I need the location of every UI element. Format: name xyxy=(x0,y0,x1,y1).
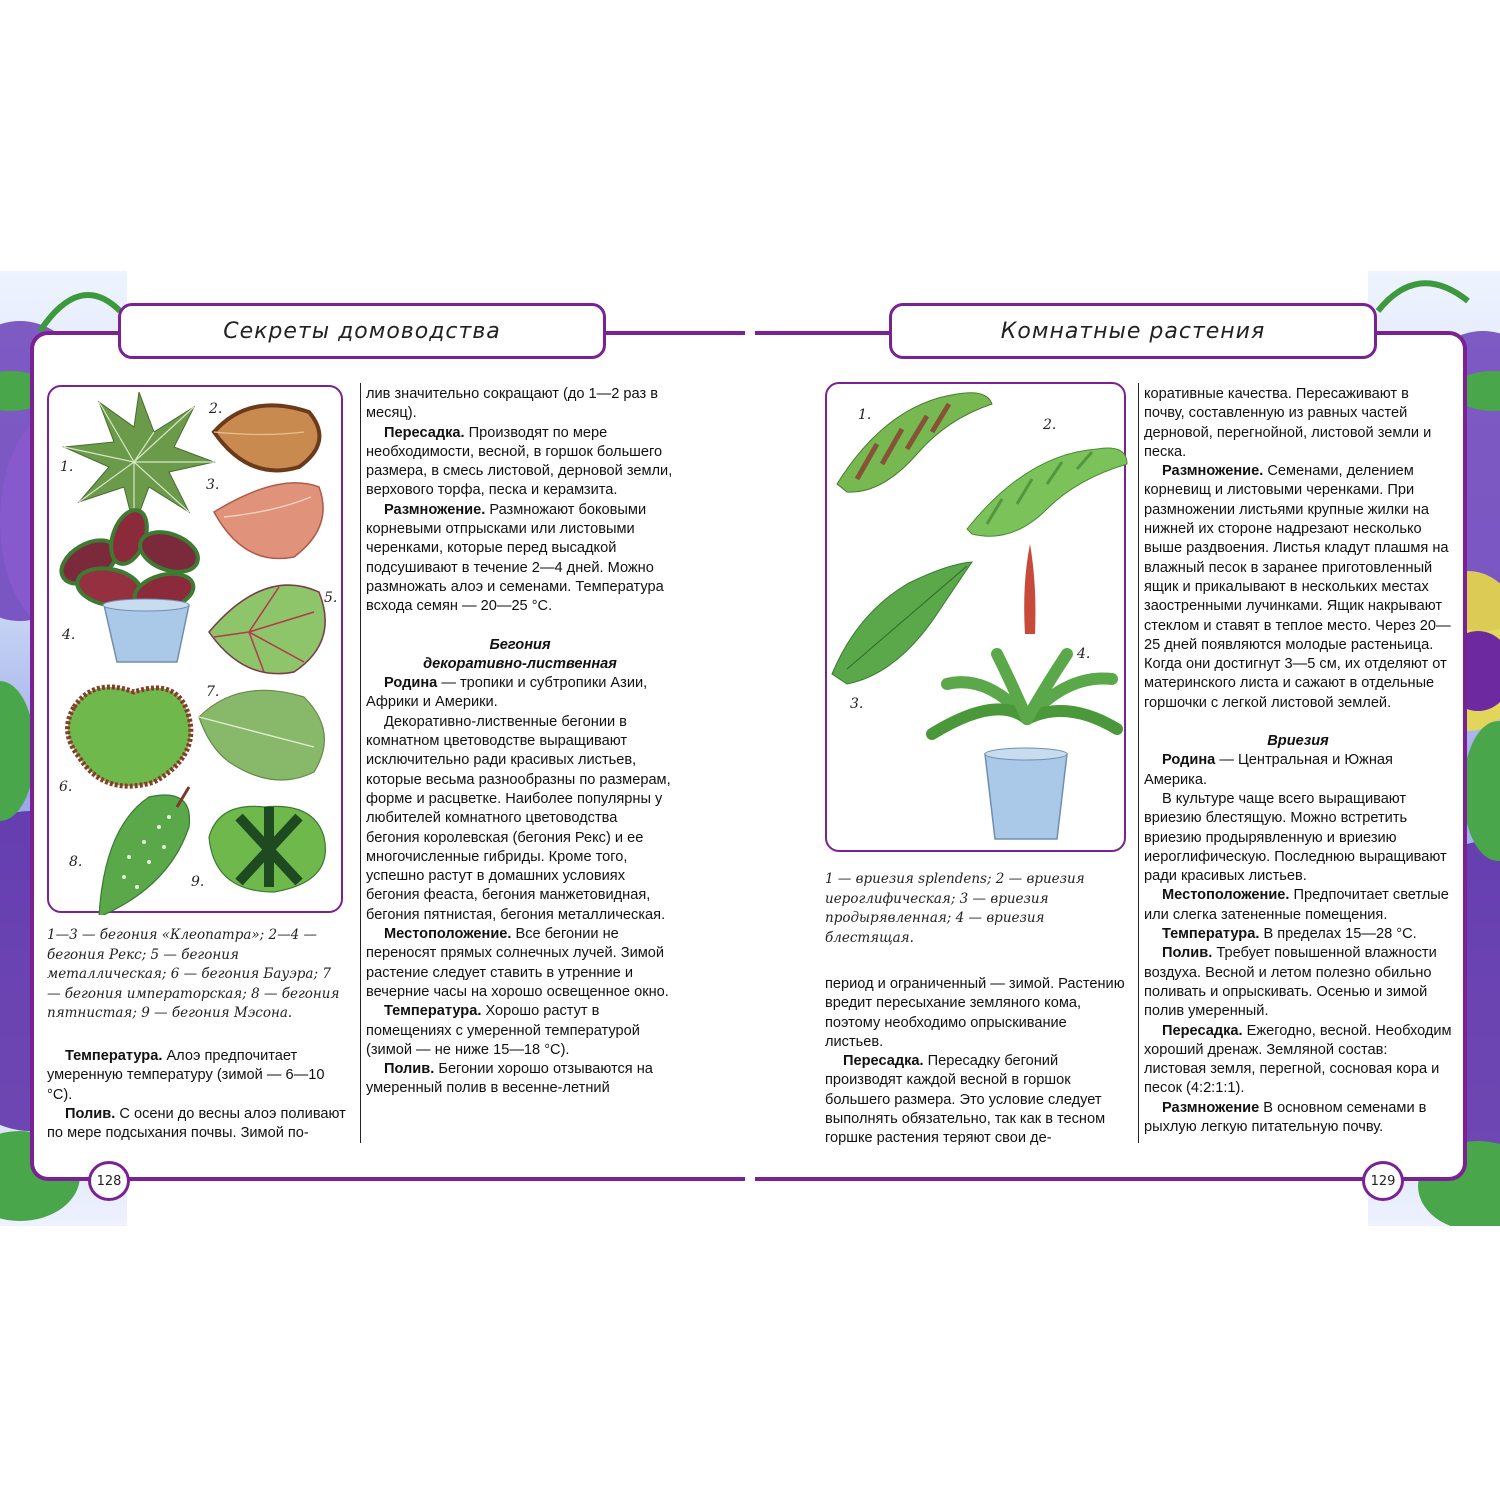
term-propagation: Размножение. xyxy=(384,501,486,518)
paragraph-text: — тропики и субтропики Азии, Африки и Америки. xyxy=(366,675,648,711)
paragraph-text: Ежегодно, весной. Необходим хороший дренаж. Земляной состав: листовая земля, перегной, сосновая кора и песок (4:2:1:1). xyxy=(1144,1022,1452,1097)
figure-label-7: 7. xyxy=(206,684,220,700)
column-divider xyxy=(1138,383,1139,1143)
potted-vriesea-4 xyxy=(932,544,1117,839)
paragraph-text: С осени до весны алоэ поливают по мере подсыхания почвы. Зимой по- xyxy=(47,1105,346,1142)
paragraph-text: Пересадку бегоний производят каждой весной в горшок большего размера. Это условие следует выполнять обязательно, так как в тесном горшке растения теряют свои де- xyxy=(825,1053,1106,1147)
leaf-illustration-2 xyxy=(967,448,1127,536)
figure-label-2: 2. xyxy=(1043,417,1057,433)
paragraph-text: Требует повышенной влажности воздуха. Весной и летом полезно обильно поливать и опрыскивать. Осенью и зимой полив умеренный. xyxy=(1144,945,1437,1020)
paragraph xyxy=(1144,1022,1452,1099)
leaf-illustration-6 xyxy=(68,687,191,786)
paragraph-text: Размножают боковыми корневыми отпрысками или листовыми черенками, которые перед высадкой подсушивают в течение 2—4 дней. Можно размножать алоэ и семенами. Температура всхода семян — 20—25 °С. xyxy=(366,501,664,615)
paragraph xyxy=(1144,944,1452,1021)
paragraph-text: Все бегонии не переносят прямых солнечных лучей. Зимой растение следует ставить в утренние и вечерние часы на хорошо освещенное окно. xyxy=(366,926,669,1000)
paragraph: В культуре чаще всего выращивают вриезию блестящую. Можно встретить вриезию продырявленную и вриезию иероглифическую. Последнюю выращивают ради красивых листьев. xyxy=(1144,790,1447,885)
term-temperature: Температура. xyxy=(384,1003,482,1020)
term-watering: Полив. xyxy=(1162,945,1213,962)
paragraph xyxy=(1144,1099,1452,1138)
paragraph-text: Бегонии хорошо отзываются на умеренный полив в весенне-летний xyxy=(366,1061,653,1097)
figure-label-3: 3. xyxy=(850,696,864,712)
begonia-figure xyxy=(47,385,343,913)
term-watering: Полив. xyxy=(65,1105,116,1122)
term-transplant: Пересадка. xyxy=(384,424,465,441)
leaf-illustration-3 xyxy=(214,483,323,559)
term-watering: Полив. xyxy=(384,1061,435,1078)
leaf-illustration-2 xyxy=(214,405,319,470)
paragraph xyxy=(47,1105,351,1144)
potted-begonia-4 xyxy=(54,505,203,662)
paragraph xyxy=(1144,925,1452,944)
term-homeland: Родина xyxy=(384,675,438,692)
term-location: Местоположение. xyxy=(1162,887,1290,904)
section-heading: декоративно-лиственная xyxy=(423,655,617,672)
figure-label-8: 8. xyxy=(69,854,83,870)
paragraph-text: Предпочитает светлые или слегка затененные помещения. xyxy=(1144,887,1449,923)
page-number-left: 128 xyxy=(88,1161,130,1201)
paragraph: Декоративно-лиственные бегонии в комнатном цветоводстве выращивают исключительно ради красивых листьев, которые весьма разнообразны по размерам, форме и расцветке. Наиболее популярны у любителей комнатного цветоводства бегония королевская (бегония Рекс) и ее многочисленные гибриды. Кроме того, успешно растут в домашних условиях бегония феаста, бегония манжетовидная, бегония пятнистая, бегония металлическая. xyxy=(366,713,671,923)
leaf-illustration-3 xyxy=(832,562,972,684)
term-temperature: Температура. xyxy=(65,1048,163,1064)
figure-label-2: 2. xyxy=(209,401,223,417)
figure-label-5: 5. xyxy=(324,590,338,606)
term-temperature: Температура. xyxy=(1162,926,1260,943)
paragraph: период и ограниченный — зимой. Растению вредит пересыхание земляного кома, поэтому необходимо опрыскивание листьев. xyxy=(825,976,1125,1050)
term-homeland: Родина xyxy=(1162,752,1216,769)
section-heading: Бегония xyxy=(489,636,551,653)
leaf-illustration-7 xyxy=(199,690,324,780)
figure-label-9: 9. xyxy=(191,874,205,890)
leaf-illustration-5 xyxy=(209,585,325,674)
paragraph-text: Семенами, делением корневищ и листовыми черенками. При размножении листьями крупные жилки на нижней их стороне надрезают несколько выше раздвоения. Листья кладут плашмя на влажный песок в заранее приготовленный ящик и прикалывают в нескольких местах заостренными лучинками. Ящик накрывают стеклом и ставят в теплое место. Через 20—25 дней появляются молодые растеньица. Когда они достигнут 3—5 см, их отделяют от материнского листа и сажают в отдельные горшочки с легкой листовой землей. xyxy=(1144,463,1451,711)
column-divider xyxy=(360,383,361,1143)
figure-label-4: 4. xyxy=(62,627,76,643)
paragraph xyxy=(1144,751,1452,790)
paragraph xyxy=(366,674,674,713)
paragraph xyxy=(825,1052,1129,1148)
leaf-illustration-8 xyxy=(99,787,190,915)
paragraph: коративные качества. Пересаживают в почву, составленную из равных частей дерновой, перегнойной, листовой земли и песка. xyxy=(1144,386,1432,460)
section-heading: Вриезия xyxy=(1267,733,1329,750)
term-propagation: Размножение xyxy=(1162,1099,1260,1116)
page-number-right: 129 xyxy=(1362,1161,1404,1201)
figure-label-3: 3. xyxy=(206,477,220,493)
paragraph xyxy=(366,1060,674,1099)
paragraph xyxy=(47,1047,351,1105)
figure-label-4: 4. xyxy=(1077,646,1091,662)
paragraph-text: В пределах 15—28 °С. xyxy=(1259,926,1417,943)
leaf-illustration-1 xyxy=(64,392,214,527)
figure-label-1: 1. xyxy=(60,459,74,475)
paragraph-text: В основном семенами в рыхлую легкую питательную почву. xyxy=(1144,1099,1427,1135)
paragraph xyxy=(366,424,674,501)
figure-label-1: 1. xyxy=(858,407,872,423)
vriesea-illustration xyxy=(827,384,1128,854)
term-location: Местоположение. xyxy=(384,926,512,943)
paragraph: лив значительно сокращают (до 1—2 раз в месяц). xyxy=(366,386,658,422)
term-transplant: Пересадка. xyxy=(1162,1022,1243,1039)
left-page-header: Секреты домоводства xyxy=(118,303,606,359)
leaf-illustration-9 xyxy=(209,806,325,892)
vriesea-figure xyxy=(825,382,1126,852)
term-propagation: Размножение. xyxy=(1162,463,1264,480)
left-column-1-text xyxy=(47,1047,351,1143)
paragraph-text: Хорошо растут в помещениях с умеренной температурой (зимой — не ниже 15—18 °С). xyxy=(366,1003,640,1058)
paragraph-text: — Центральная и Южная Америка. xyxy=(1144,752,1393,788)
right-column-2-text xyxy=(1144,385,1452,1137)
begonia-illustration xyxy=(49,387,345,915)
paragraph-text: Производят по мере необходимости, весной, в горшок большего размера, в смесь листовой, дерновой земли, верхового торфа, песка и керамзита. xyxy=(366,424,673,499)
paragraph xyxy=(1144,886,1452,925)
paragraph xyxy=(1144,462,1452,713)
paragraph xyxy=(366,925,674,1002)
right-page-header: Комнатные растения xyxy=(889,303,1377,359)
paragraph-text: Алоэ предпочитает умеренную температуру (зимой — 6—10 °С). xyxy=(47,1048,325,1103)
paragraph xyxy=(366,1002,674,1060)
paragraph xyxy=(366,501,674,617)
term-transplant: Пересадка. xyxy=(843,1053,924,1070)
begonia-figure-caption: 1—3 — бегония «Клеопатра»; 2—4 — бегония Рекс; 5 — бегония металлическая; 6 — бегония Бауэра; 7 — бегония императорская; 8 — бегония пятнистая; 9 — бегония Мэсона. xyxy=(47,927,340,1021)
left-column-2-text xyxy=(366,385,674,1099)
figure-label-6: 6. xyxy=(59,779,73,795)
vriesea-figure-caption: 1 — вриезия splendens; 2 — вриезия иероглифическая; 3 — вриезия продырявленная; 4 — вриезия блестящая. xyxy=(825,871,1085,946)
right-column-1-text xyxy=(825,975,1129,1149)
